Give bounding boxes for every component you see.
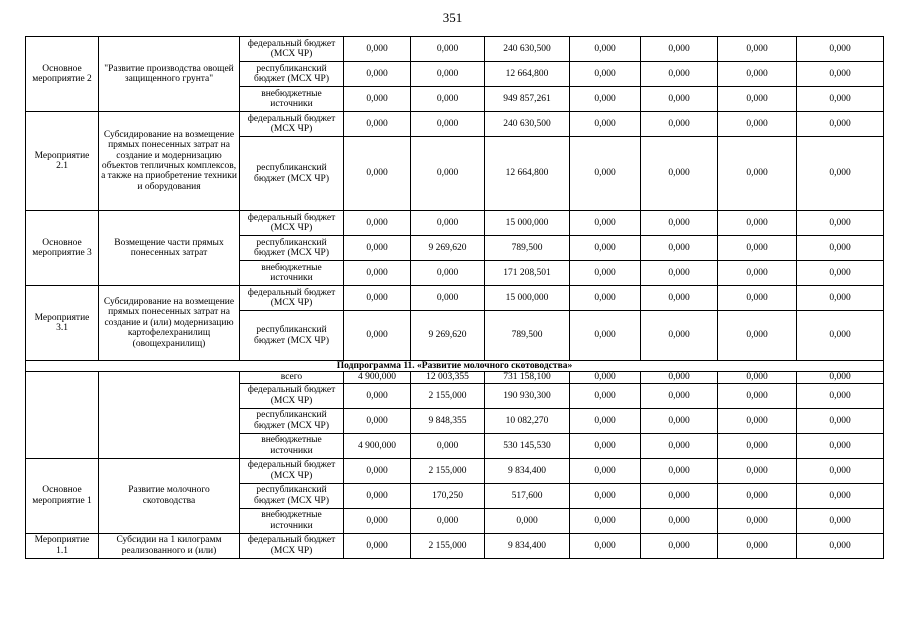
measure-name-cell: "Развитие производства овощей защищенного грунта" <box>99 37 240 112</box>
value-cell: 0,000 <box>411 87 485 112</box>
value-cell: 0,000 <box>570 137 641 211</box>
table-row <box>26 112 884 137</box>
value-cell: 0,000 <box>797 483 884 508</box>
measure-code-cell: Мероприятие 3.1 <box>26 286 99 361</box>
value-cell: 0,000 <box>344 458 411 483</box>
value-cell: 0,000 <box>718 211 797 236</box>
funding-source-cell: республиканский бюджет (МСХ ЧР) <box>240 408 344 433</box>
funding-source-cell: федеральный бюджет (МСХ ЧР) <box>240 37 344 62</box>
value-cell: 0,000 <box>641 87 718 112</box>
value-cell: 0,000 <box>797 211 884 236</box>
value-cell: 170,250 <box>411 483 485 508</box>
value-cell: 0,000 <box>411 211 485 236</box>
value-cell: 240 630,500 <box>485 37 570 62</box>
subprogram-title: Подпрограмма 11. «Развитие молочного скотоводства» <box>26 361 884 372</box>
funding-source-cell: внебюджетные источники <box>240 508 344 533</box>
value-cell: 0,000 <box>570 383 641 408</box>
value-cell: 0,000 <box>718 261 797 286</box>
value-cell: 0,000 <box>411 261 485 286</box>
value-cell: 9 834,400 <box>485 533 570 558</box>
value-cell: 171 208,501 <box>485 261 570 286</box>
value-cell: 0,000 <box>344 286 411 311</box>
value-cell: 0,000 <box>641 408 718 433</box>
value-cell: 0,000 <box>718 483 797 508</box>
value-cell: 0,000 <box>344 508 411 533</box>
value-cell: 0,000 <box>797 286 884 311</box>
measure-code-cell: Основное мероприятие 3 <box>26 211 99 286</box>
value-cell: 0,000 <box>641 112 718 137</box>
value-cell: 0,000 <box>570 533 641 558</box>
value-cell: 0,000 <box>718 286 797 311</box>
value-cell: 12 003,355 <box>411 372 485 383</box>
value-cell: 0,000 <box>797 37 884 62</box>
funding-source-cell: федеральный бюджет (МСХ ЧР) <box>240 458 344 483</box>
value-cell: 0,000 <box>641 533 718 558</box>
value-cell: 0,000 <box>718 112 797 137</box>
value-cell: 0,000 <box>344 137 411 211</box>
value-cell: 0,000 <box>641 383 718 408</box>
value-cell: 2 155,000 <box>411 383 485 408</box>
value-cell: 0,000 <box>344 483 411 508</box>
value-cell: 731 158,100 <box>485 372 570 383</box>
value-cell: 2 155,000 <box>411 533 485 558</box>
value-cell: 4 900,000 <box>344 372 411 383</box>
value-cell: 0,000 <box>344 311 411 361</box>
funding-source-cell: внебюджетные источники <box>240 433 344 458</box>
funding-source-cell: внебюджетные источники <box>240 261 344 286</box>
value-cell: 9 834,400 <box>485 458 570 483</box>
table-row <box>26 533 884 558</box>
value-cell: 0,000 <box>641 433 718 458</box>
value-cell: 0,000 <box>344 211 411 236</box>
value-cell: 0,000 <box>797 508 884 533</box>
measure-code-cell: Основное мероприятие 1 <box>26 458 99 533</box>
value-cell: 789,500 <box>485 236 570 261</box>
value-cell: 0,000 <box>641 458 718 483</box>
value-cell: 190 930,300 <box>485 383 570 408</box>
value-cell: 12 664,800 <box>485 137 570 211</box>
funding-source-cell: федеральный бюджет (МСХ ЧР) <box>240 383 344 408</box>
value-cell: 0,000 <box>411 286 485 311</box>
value-cell: 0,000 <box>797 87 884 112</box>
funding-source-cell: республиканский бюджет (МСХ ЧР) <box>240 62 344 87</box>
value-cell: 0,000 <box>570 408 641 433</box>
value-cell: 0,000 <box>641 137 718 211</box>
funding-source-cell: республиканский бюджет (МСХ ЧР) <box>240 236 344 261</box>
value-cell: 0,000 <box>641 372 718 383</box>
value-cell: 0,000 <box>485 508 570 533</box>
table-row <box>26 372 884 383</box>
value-cell: 0,000 <box>411 508 485 533</box>
value-cell: 10 082,270 <box>485 408 570 433</box>
value-cell: 0,000 <box>797 311 884 361</box>
value-cell: 530 145,530 <box>485 433 570 458</box>
value-cell: 0,000 <box>570 211 641 236</box>
measure-name-cell: Субсидии на 1 килограмм реализованного и (или) <box>99 533 240 558</box>
value-cell: 0,000 <box>570 112 641 137</box>
measure-name-cell: Субсидирование на возмещение прямых понесенных затрат на создание и модернизацию объектов тепличных комплексов, а также на приобретение техники и оборудования <box>99 112 240 211</box>
value-cell: 0,000 <box>411 112 485 137</box>
value-cell: 12 664,800 <box>485 62 570 87</box>
funding-source-cell: федеральный бюджет (МСХ ЧР) <box>240 533 344 558</box>
value-cell: 0,000 <box>718 311 797 361</box>
value-cell: 0,000 <box>411 62 485 87</box>
page-number: 351 <box>442 10 463 25</box>
value-cell: 0,000 <box>344 383 411 408</box>
value-cell: 0,000 <box>797 137 884 211</box>
value-cell: 9 848,355 <box>411 408 485 433</box>
value-cell: 0,000 <box>641 236 718 261</box>
value-cell: 15 000,000 <box>485 286 570 311</box>
value-cell: 2 155,000 <box>411 458 485 483</box>
measure-code-cell: Мероприятие 2.1 <box>26 112 99 211</box>
value-cell: 0,000 <box>570 433 641 458</box>
table-row <box>26 37 884 62</box>
value-cell: 4 900,000 <box>344 433 411 458</box>
funding-source-cell: всего <box>240 372 344 383</box>
measure-name-cell: Возмещение части прямых понесенных затрат <box>99 211 240 286</box>
value-cell: 0,000 <box>797 372 884 383</box>
value-cell: 0,000 <box>411 433 485 458</box>
funding-source-cell: республиканский бюджет (МСХ ЧР) <box>240 311 344 361</box>
table-row <box>26 211 884 236</box>
measure-code-cell: Основное мероприятие 2 <box>26 37 99 112</box>
value-cell: 0,000 <box>344 261 411 286</box>
value-cell: 0,000 <box>797 62 884 87</box>
value-cell: 517,600 <box>485 483 570 508</box>
value-cell: 0,000 <box>641 211 718 236</box>
value-cell: 240 630,500 <box>485 112 570 137</box>
value-cell: 0,000 <box>641 62 718 87</box>
value-cell: 0,000 <box>570 372 641 383</box>
value-cell: 0,000 <box>797 533 884 558</box>
measure-name-cell <box>99 372 240 458</box>
value-cell: 0,000 <box>570 62 641 87</box>
value-cell: 0,000 <box>718 458 797 483</box>
value-cell: 0,000 <box>797 408 884 433</box>
value-cell: 0,000 <box>641 483 718 508</box>
value-cell: 789,500 <box>485 311 570 361</box>
value-cell: 0,000 <box>344 62 411 87</box>
value-cell: 0,000 <box>570 286 641 311</box>
value-cell: 0,000 <box>797 433 884 458</box>
measure-name-cell: Развитие молочного скотоводства <box>99 458 240 533</box>
budget-table <box>25 36 884 559</box>
value-cell: 0,000 <box>570 261 641 286</box>
value-cell: 0,000 <box>570 483 641 508</box>
value-cell: 0,000 <box>718 87 797 112</box>
value-cell: 0,000 <box>718 508 797 533</box>
value-cell: 0,000 <box>570 87 641 112</box>
value-cell: 0,000 <box>570 311 641 361</box>
value-cell: 0,000 <box>718 408 797 433</box>
value-cell: 0,000 <box>797 458 884 483</box>
value-cell: 0,000 <box>718 533 797 558</box>
measure-code-cell: Мероприятие 1.1 <box>26 533 99 558</box>
value-cell: 0,000 <box>344 37 411 62</box>
value-cell: 9 269,620 <box>411 311 485 361</box>
value-cell: 0,000 <box>344 112 411 137</box>
value-cell: 15 000,000 <box>485 211 570 236</box>
value-cell: 0,000 <box>344 408 411 433</box>
value-cell: 0,000 <box>797 261 884 286</box>
value-cell: 0,000 <box>718 372 797 383</box>
value-cell: 0,000 <box>641 37 718 62</box>
value-cell: 0,000 <box>718 236 797 261</box>
value-cell: 0,000 <box>344 87 411 112</box>
value-cell: 0,000 <box>718 383 797 408</box>
value-cell: 0,000 <box>411 37 485 62</box>
table-row <box>26 458 884 483</box>
value-cell: 0,000 <box>641 311 718 361</box>
measure-name-cell: Субсидирование на возмещение прямых понесенных затрат на создание и (или) модернизацию картофелехранилищ (овощехранилищ) <box>99 286 240 361</box>
value-cell: 0,000 <box>344 236 411 261</box>
value-cell: 0,000 <box>641 261 718 286</box>
funding-source-cell: республиканский бюджет (МСХ ЧР) <box>240 483 344 508</box>
funding-source-cell: внебюджетные источники <box>240 87 344 112</box>
value-cell: 0,000 <box>718 37 797 62</box>
value-cell: 0,000 <box>797 112 884 137</box>
subprogram-header-row <box>26 361 884 372</box>
value-cell: 0,000 <box>411 137 485 211</box>
funding-source-cell: федеральный бюджет (МСХ ЧР) <box>240 112 344 137</box>
value-cell: 0,000 <box>344 533 411 558</box>
value-cell: 0,000 <box>570 37 641 62</box>
value-cell: 0,000 <box>797 236 884 261</box>
value-cell: 0,000 <box>641 286 718 311</box>
value-cell: 949 857,261 <box>485 87 570 112</box>
value-cell: 0,000 <box>718 433 797 458</box>
value-cell: 9 269,620 <box>411 236 485 261</box>
value-cell: 0,000 <box>797 383 884 408</box>
value-cell: 0,000 <box>641 508 718 533</box>
funding-source-cell: федеральный бюджет (МСХ ЧР) <box>240 286 344 311</box>
value-cell: 0,000 <box>718 62 797 87</box>
value-cell: 0,000 <box>570 508 641 533</box>
funding-source-cell: федеральный бюджет (МСХ ЧР) <box>240 211 344 236</box>
table-row <box>26 286 884 311</box>
value-cell: 0,000 <box>570 458 641 483</box>
funding-source-cell: республиканский бюджет (МСХ ЧР) <box>240 137 344 211</box>
value-cell: 0,000 <box>570 236 641 261</box>
measure-code-cell <box>26 372 99 458</box>
value-cell: 0,000 <box>718 137 797 211</box>
